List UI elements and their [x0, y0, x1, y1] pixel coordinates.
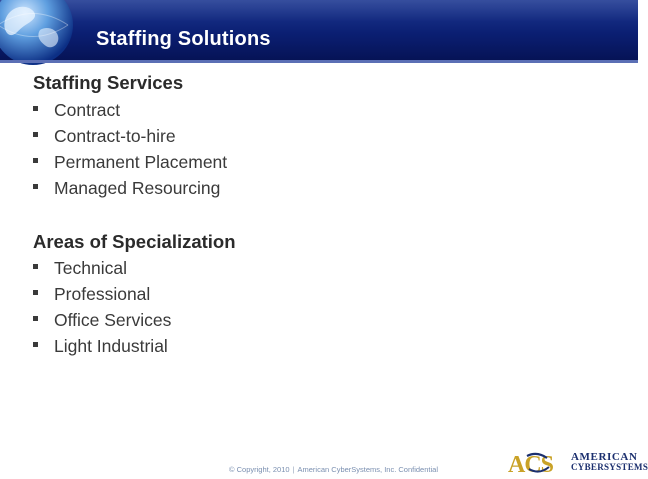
bullet-icon [33, 158, 38, 163]
logo-word-american: AMERICAN [571, 451, 638, 463]
logo-wordmark [571, 452, 648, 472]
svg-text:ACS: ACS [508, 452, 554, 478]
list-item [33, 123, 227, 149]
list-item-label: Office Services [54, 310, 172, 330]
staffing-services-list [33, 97, 227, 201]
list-item-label: Contract [54, 100, 121, 120]
footer-copyright [229, 465, 438, 474]
list-item [33, 149, 227, 175]
bullet-icon [33, 184, 38, 189]
list-item [33, 175, 227, 201]
specialization-list [33, 255, 171, 359]
list-item-label: Technical [54, 258, 127, 278]
page-title: Staffing Solutions [96, 28, 271, 50]
list-item-label: Light Industrial [54, 336, 168, 356]
bullet-icon [33, 342, 38, 347]
bullet-icon [33, 106, 38, 111]
list-item-label: Professional [54, 284, 151, 304]
list-item [33, 333, 171, 359]
bullet-icon [33, 290, 38, 295]
slide-header [0, 0, 638, 60]
list-item-label: Permanent Placement [54, 152, 228, 172]
list-item [33, 307, 171, 333]
footer-separator: | [292, 465, 295, 474]
list-item [33, 281, 171, 307]
list-item [33, 97, 227, 123]
bullet-icon [33, 316, 38, 321]
list-item [33, 255, 171, 281]
acs-logo-mark [507, 449, 567, 477]
confidential-text: American CyberSystems, Inc. Confidential [297, 465, 438, 474]
bullet-icon [33, 132, 38, 137]
company-logo [507, 449, 648, 478]
bullet-icon [33, 264, 38, 269]
header-shine [0, 0, 638, 22]
logo-word-cybersystems: CYBERSYSTEMS [571, 462, 648, 472]
copyright-text: © Copyright, 2010 [229, 465, 290, 474]
list-item-label: Contract-to-hire [54, 126, 176, 146]
header-divider [0, 60, 638, 63]
list-item-label: Managed Resourcing [54, 178, 221, 198]
globe-icon [0, 0, 76, 68]
section-heading-areas-of-specialization: Areas of Specialization [33, 231, 236, 252]
section-heading-staffing-services: Staffing Services [33, 72, 184, 93]
